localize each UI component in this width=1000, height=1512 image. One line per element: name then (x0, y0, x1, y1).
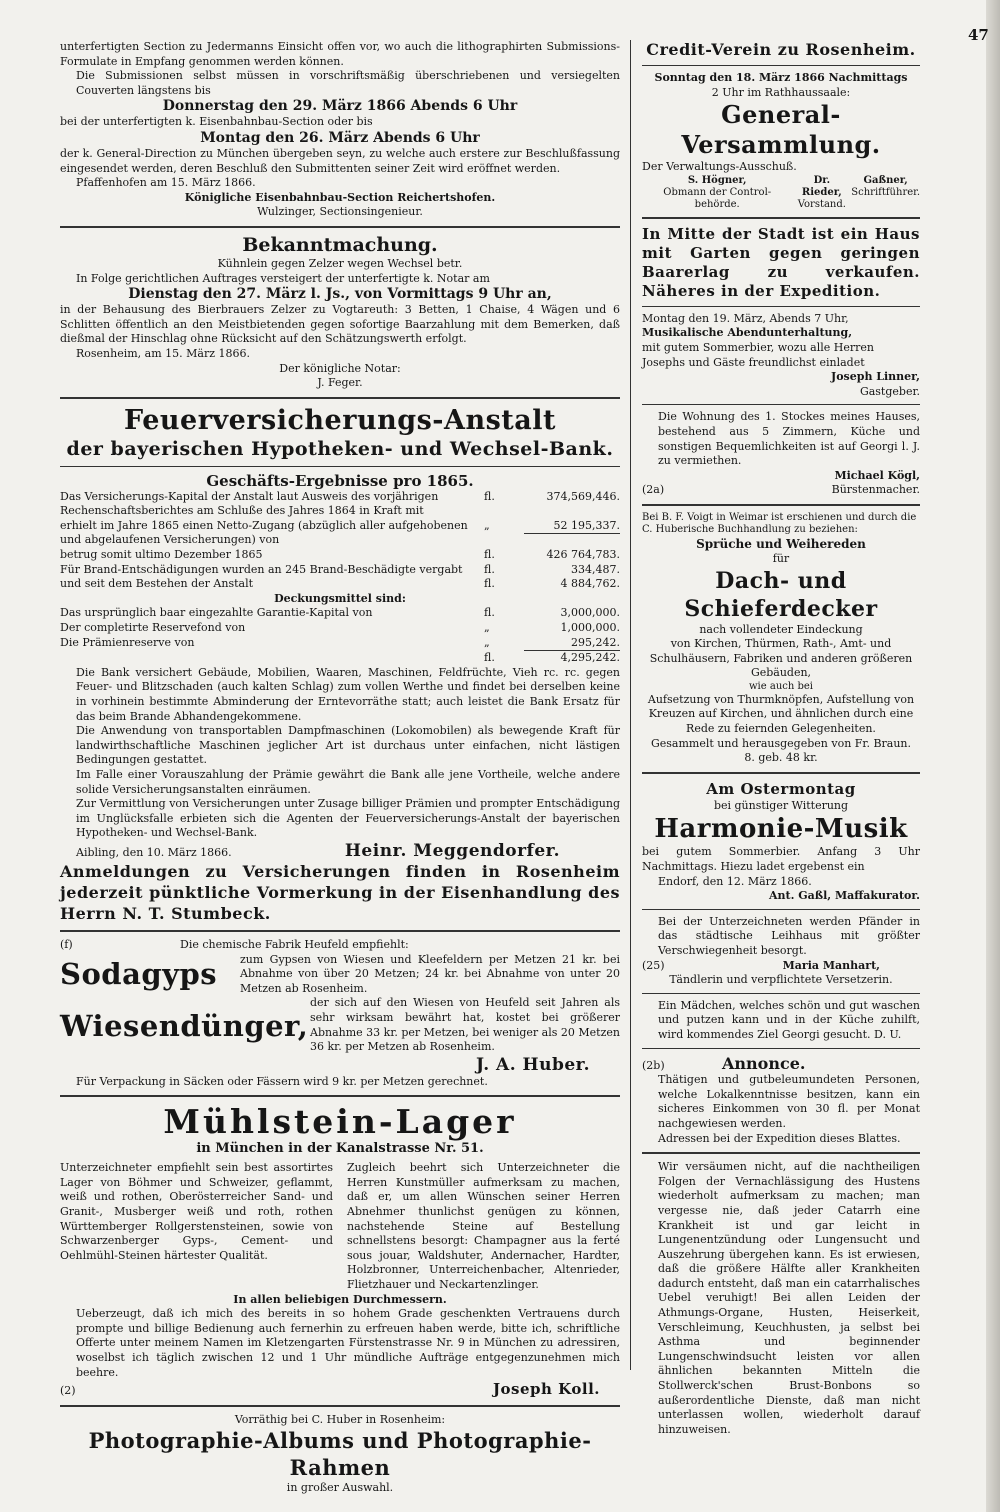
table-row: betrug somit ultimo Dezember 1865 fl. 426 764,783. (60, 548, 620, 562)
place-date: Endorf, den 12. März 1866. (658, 874, 812, 888)
ad-mark: (2a) (642, 483, 665, 497)
auction-date: Dienstag den 27. März l. Js., von Vormittags 9 Uhr an, (128, 286, 552, 303)
notice-text: In Folge gerichtlichen Auftrages versteigert der unterfertigte k. Notar am (76, 271, 490, 285)
coverage-heading: Deckungsmittel sind: (274, 591, 406, 605)
cough-notice: Wir versäumen nicht, auf die nachtheiligen Folgen der Vernachlässigung des Hustens wiederholt aufmerksam zu machen; man vergesse nie, daß jeder Catarrh eine Krankheit ist und gar leicht in Lungenentzündung oder Lungensucht und Auszehrung übergehen kann. Es ist erwiesen, daß die größere Hälfte aller Krankheiten dadurch entsteht, daß man ein catarrhalisches Uebel veruhigt! Bei allen Leiden der Athmungs-Organe, Husten, Heiserkeit, Verschleimung, Keuchhusten, ja selbst bei Asthma und beginnender Lungenschwindsucht leisten vor allen ähnlichen bekannten Mitteln die Stollwerck'schen Brust-Bonbons so außerordentliche Dienste, daß man nicht unterlassen wollen, wiederholt darauf hinzuweisen. (658, 1160, 920, 1436)
ad-note: In allen beliebigen Durchmessern. (233, 1292, 447, 1306)
product-name: Wiesendünger, (60, 1008, 309, 1043)
place-date: Pfaffenhofen am 15. März 1866. (76, 176, 256, 190)
table-row: Die Prämienreserve von „ 295,242. (60, 636, 620, 652)
ad-text: Ueberzeugt, daß ich mich des bereits in so hohem Grade geschenkten Vertrauens durch prompte und billige Bedienung auch fernerhin zu erfreuen haben werde, bitte ich, schriftliche Offerte unter meinem Namen im Kletzengarten Fürstenstrasse Nr. 9 in München zu adressiren, woselbst ich täglich zwischen 12 und 1 Uhr mündliche Aufträge entgegenzunehmen mich beehre. (76, 1307, 620, 1379)
organization: Königliche Eisenbahnbau-Section Reichertshofen. (184, 190, 496, 204)
registration-note: Anmeldungen zu Versicherungen finden in Rosenheim jederzeit pünktliche Vormerkung in der Eisenhandlung des Herrn N. T. Stumbeck. (60, 861, 621, 923)
ad-subtitle: in großer Auswahl. (286, 1481, 394, 1495)
table-row: und seit dem Bestehen der Anstalt fl. 4 884,762. (60, 577, 620, 591)
ad-text: Im Falle einer Vorauszahlung der Prämie gewährt die Bank alle jene Vortheile, welche andere solide Versicherungsanstalten einräumen. (76, 767, 620, 796)
ad-mark: (2) (60, 1384, 76, 1398)
fertilizer-ad (60, 938, 620, 1089)
ad-text: Zur Vermittlung von Versicherungen unter Zusage billiger Prämien und prompter Entschädigung im Unglücksfalle erbieten sich die Agenten der Feuerversicherungs-Anstalt der bayerischen Hypotheken- und Wechsel-Bank. (76, 797, 620, 840)
deadline-date: Donnerstag den 29. März 1866 Abends 6 Uhr (162, 98, 518, 115)
divider (642, 909, 920, 910)
ad-headline: General-Versammlung. (681, 100, 881, 160)
signature: J. A. Huber. (475, 1054, 590, 1075)
table-row: Das Versicherungs-Kapital der Anstalt laut Ausweis des vorjährigen Rechenschaftsberichtes am Schluße des Jahres 1864 in Kraft mit fl. 374,569,446. (60, 489, 620, 518)
notice-text: unterfertigten Section zu Jedermanns Einsicht offen vor, wo auch die lithographirten Submissions-Formulate in Empfang genommen werden können. (60, 40, 620, 68)
divider (642, 217, 920, 219)
place-date: Rosenheim, am 15. März 1866. (76, 346, 251, 360)
ad-text: Die Anwendung von transportablen Dampfmaschinen (Lokomobilen) als bewegende Kraft für landwirthschaftliche Maschinen jeglicher Art ist durchaus unter einfachen, nicht lästigen Bedingungen gestattet. (76, 724, 620, 767)
page-spine-shadow (986, 0, 1000, 1512)
product-text: der sich auf den Wiesen von Heufeld seit Jahren als sehr wirksam bewährt hat, kostet bei größerer Abnahme 33 kr. per Metzen, bei weniger als 20 Metzen 36 kr. per Metzen ab Rosenheim. (310, 996, 620, 1054)
ad-text: Sonntag den 18. März 1866 Nachmittags (654, 71, 908, 84)
millstone-ad (60, 1103, 620, 1399)
music-evening-ad: Montag den 19. März, Abends 7 Uhr, Musikalische Abendunterhaltung, mit gutem Sommerbier, wozu alle Herren Josephs und Gäste freundlichst einladet Joseph Linner, Gastgeber. (642, 311, 920, 398)
book-ad: Bei B. F. Voigt in Weimar ist erschienen und durch die C. Huberische Buchhandlung zu beziehen: Sprüche und Weihereden für Dach- und Schieferdecker nach vollendeter Eindeckung von Kirchen, Thürmen, Rath-, Amt- und Schulhäusern, Fabriken und anderen größeren Gebäuden, wie auch bei Aufsetzung von Thurmknöpfen, Aufstellung von Kreuzen auf Kirchen, und ähnlichen durch eine Rede zu feiernden Gelegenheiten. Gesammelt und herausgegeben von Fr. Braun. 8. geb. 48 kr. (642, 512, 920, 766)
table-row: Für Brand-Entschädigungen wurden an 245 Brand-Beschädigte vergabt fl. 334,487. (60, 562, 620, 576)
signatures: S. Högner, Obmann der Control-behörde. Dr. Rieder, Vorstand. Gaßner, Schriftführer. (663, 174, 920, 210)
signature: J. Feger. (317, 376, 363, 390)
ad-title: Feuerversicherungs-Anstalt (124, 404, 556, 436)
notice-text: bei der unterfertigten k. Eisenbahnbau-Section oder bis (60, 115, 373, 129)
results-heading: Geschäfts-Ergebnisse pro 1865. (206, 471, 474, 490)
ad-intro: Vorräthig bei C. Huber in Rosenheim: (234, 1412, 446, 1426)
place-date: Aibling, den 10. März 1866. (76, 845, 232, 859)
divider (642, 1048, 920, 1049)
product-name: Sodagyps (60, 957, 218, 992)
table-row: Der completirte Reservefond von „ 1,000,000. (60, 621, 620, 635)
column-divider (630, 40, 631, 1370)
divider (60, 1405, 620, 1407)
ad-text: 2 Uhr im Rathhaussaale: (711, 85, 851, 99)
committee: Der Verwaltungs-Ausschuß. (642, 160, 797, 174)
maid-wanted-ad: Ein Mädchen, welches schön und gut waschen und putzen kann und in der Küche zuhilft, wird kommendes Ziel Georgi gesucht. D. U. (658, 998, 920, 1041)
divider (642, 993, 920, 994)
divider (642, 65, 920, 66)
signature-role: Der königliche Notar: (279, 361, 401, 375)
signature: Joseph Koll. (492, 1380, 600, 1399)
table-row: Das ursprünglich baar eingezahlte Garantie-Kapital von fl. 3,000,000. (60, 606, 620, 620)
easter-music-ad: Am Ostermontag bei günstiger Witterung Harmonie-Musik bei gutem Sommerbier. Anfang 3 Uhr Nachmittags. Hiezu ladet ergebenst ein Endorf, den 12. März 1866. Ant. Gaßl, Maffakurator. (642, 779, 920, 903)
divider (642, 1152, 920, 1154)
ad-text: Unterzeichneter empfiehlt sein best assortirtes Lager von Böhmer und Schweizer, geflammt, weiß und rothen, Oberösterreicher Sand- und Granit-, Musberger weiß und roth, rothen Württemberger Rollgerstensteinen, sowie von Schwarzenberger Gyps-, Cement- und Oehlmühl-Steinen härtester Qualität. (60, 1161, 333, 1262)
signature: Maria Manhart, (782, 958, 880, 972)
ad-mark: (25) (642, 958, 665, 972)
signature: Wulzinger, Sectionsingenieur. (257, 205, 423, 219)
book-title: Dach- und Schieferdecker (684, 567, 878, 622)
ad-subtitle: in München in der Kanalstrasse Nr. 51. (196, 1141, 484, 1157)
signature: Michael Kögl, (834, 468, 920, 482)
submission-notice (60, 40, 620, 220)
deadline-date: Montag den 26. März Abends 6 Uhr (200, 129, 480, 146)
ad-text: Zugleich beehrt sich Unterzeichneter die Herren Kunstmüller aufmerksam zu machen, daß er, um allen Wünschen seiner Herren Abnehmer thunlichst genügen zu können, nachstehende Steine auf Bestellung schnellstens besorgt: Champagner aus la ferté sous jouar, Waldshuter, Andernacher, Hardter, Holzbronner, Unterreichenbacher, Altenrieder, Flietzhauer und Neckartenzlinger. (347, 1161, 620, 1292)
divider (642, 772, 920, 774)
table-row: erhielt im Jahre 1865 einen Netto-Zugang (abzüglich aller aufgehobenen und abgelaufenen Versicherungen) von „ 52 195,337. (60, 518, 620, 547)
ad-mark: (2b) (642, 1058, 665, 1072)
notice-text: in der Behausung des Bierbrauers Zelzer zu Vogtareuth: 3 Betten, 1 Chaise, 4 Wägen und 6 Schlitten öffentlich an den Meistbietenden gegen sofortige Baarzahlung mit dem Bemerken, daß dießmal der Hinschlag ohne Rücksicht auf den Schätzungswerth erfolgt. (60, 303, 620, 346)
signature: Ant. Gaßl, Maffakurator. (768, 889, 920, 903)
notice-text: der k. General-Direction zu München übergeben seyn, zu welche auch erstere zur Beschlußfassung eingesendet werden, deren Beschluß den Submittenten seiner Zeit wird eröffnet werden. (60, 146, 620, 175)
divider (642, 404, 920, 405)
ad-intro: Die chemische Fabrik Heufeld empfiehlt: (180, 937, 409, 951)
divider (642, 306, 920, 307)
house-sale-ad: In Mitte der Stadt ist ein Haus mit Garten gegen geringen Baarerlag zu verkaufen. Näheres in der Expedition. (642, 224, 920, 300)
divider (642, 504, 920, 506)
ad-subtitle: der bayerischen Hypotheken- und Wechsel-Bank. (66, 437, 614, 460)
apartment-ad: Die Wohnung des 1. Stockes meines Hauses, bestehend aus 5 Zimmern, Küche und sonstigen Bequemlichkeiten ist auf Georgi l. J. zu vermiethen. Michael Kögl, (2a) Bürstenmacher. (642, 410, 920, 497)
ad-text: Die Bank versichert Gebäude, Mobilien, Waaren, Maschinen, Feldfrüchte, Vieh rc. rc. gegen Feuer- und Blitzschaden (auch kalten Schlag) zum vollen Werthe und findet bei derselben keine in vorhinein bestimmte Abminderung der Erntevorräthe statt; auch leistet die Bank Ersatz für das beim Brande Abhandengekommene. (76, 665, 620, 723)
ad-title: Credit-Verein zu Rosenheim. (646, 40, 916, 59)
divider (60, 466, 620, 467)
ad-footer: Für Verpackung in Säcken oder Fässern wird 9 kr. per Metzen gerechnet. (76, 1074, 488, 1088)
auction-notice (60, 234, 620, 391)
page-number: 47 (968, 26, 989, 44)
right-column (642, 40, 920, 1437)
notice-subtitle: Kühnlein gegen Zelzer wegen Wechsel betr. (217, 256, 463, 270)
insurance-ad (60, 405, 620, 924)
annonce-ad: (2b) Annonce. Thätigen und gutbeleumundeten Personen, welche Lokalkenntnisse besitzen, kann ein sicheres Einkommen von 30 fl. per Monat nachgewiesen werden. Adressen bei der Expedition dieses Blattes. (642, 1053, 920, 1145)
photo-album-ad (60, 1413, 620, 1496)
ad-mark: (f) (60, 937, 73, 951)
divider (60, 1095, 620, 1097)
signature: Heinr. Meggendorfer. (344, 840, 560, 861)
signature: Joseph Linner, (831, 370, 920, 384)
ad-title: Photographie-Albums und Photographie-Rahmen (88, 1428, 592, 1481)
left-column (60, 40, 620, 1496)
divider (60, 226, 620, 228)
ad-headline: Harmonie-Musik (654, 814, 908, 845)
table-row: fl. 4,295,242. (484, 651, 620, 665)
credit-union-ad (642, 40, 920, 211)
ad-title: Mühlstein-Lager (163, 1102, 517, 1142)
ad-title: Annonce. (722, 1053, 806, 1073)
divider (60, 930, 620, 932)
product-text: zum Gypsen von Wiesen und Kleefeldern per Metzen 21 kr. bei Abnahme von über 20 Metzen; 24 kr. bei Abnahme von unter 20 Metzen ab Rosenheim. (240, 952, 620, 995)
pawn-ad: Bei der Unterzeichneten werden Pfänder in das städtische Leihhaus mit größter Verschwiegenheit besorgt. (25) Maria Manhart, Tändlerin und verpflichtete Versetzerin. (642, 914, 920, 987)
divider (60, 397, 620, 399)
notice-text: Die Submissionen selbst müssen in vorschriftsmäßig überschriebenen und versiegelten Couverten längstens bis (76, 69, 620, 97)
notice-title: Bekanntmachung. (242, 233, 438, 256)
